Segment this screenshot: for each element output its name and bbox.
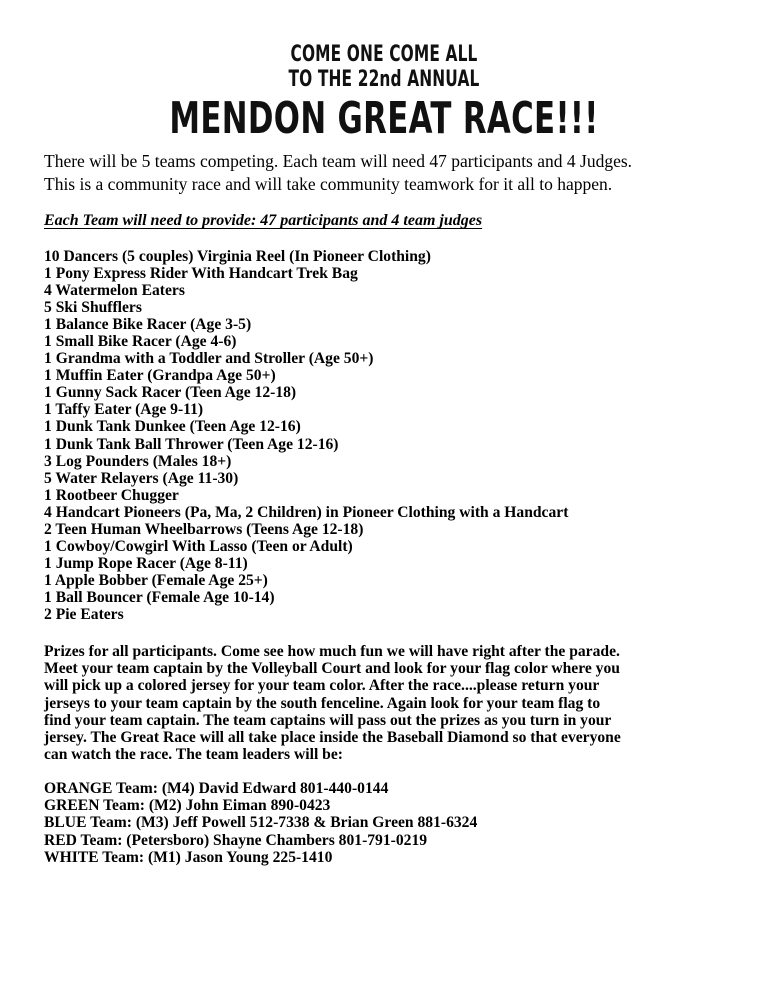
list-item: 4 Watermelon Eaters bbox=[44, 282, 185, 300]
list-item: 3 Log Pounders (Males 18+) bbox=[44, 452, 232, 470]
requirements-subheading: Each Team will need to provide: 47 participants and 4 team judges bbox=[44, 212, 483, 229]
prizes-line-5: find your team captain. The team captains will pass out the prizes as you turn in your bbox=[44, 711, 612, 729]
prizes-line-3: will pick up a colored jersey for your team color. After the race....please return your bbox=[44, 677, 600, 695]
intro-line-2: This is a community race and will take community teamwork for it all to happen. bbox=[44, 174, 613, 194]
team-leader-green: GREEN Team: (M2) John Eiman 890-0423 bbox=[44, 797, 331, 815]
list-item: 1 Pony Express Rider With Handcart Trek Bag bbox=[44, 265, 358, 283]
team-leader-red: RED Team: (Petersboro) Shayne Chambers 801-791-0219 bbox=[44, 831, 428, 849]
list-item: 1 Dunk Tank Dunkee (Teen Age 12-16) bbox=[44, 418, 301, 436]
list-item: 1 Cowboy/Cowgirl With Lasso (Teen or Adult) bbox=[44, 537, 353, 555]
list-item: 1 Grandma with a Toddler and Stroller (Age 50+) bbox=[44, 350, 374, 368]
list-item: 1 Apple Bobber (Female Age 25+) bbox=[44, 571, 268, 589]
list-item: 1 Dunk Tank Ball Thrower (Teen Age 12-16) bbox=[44, 435, 339, 453]
team-leader-white: WHITE Team: (M1) Jason Young 225-1410 bbox=[44, 848, 333, 866]
intro-line-1: There will be 5 teams competing. Each team will need 47 participants and 4 Judges. bbox=[44, 151, 633, 171]
team-leader-orange: ORANGE Team: (M4) David Edward 801-440-0144 bbox=[44, 780, 389, 797]
list-item: 1 Jump Rope Racer (Age 8-11) bbox=[44, 554, 248, 572]
intro-paragraph bbox=[44, 150, 716, 196]
title-line-annual: TO THE 22nd ANNUAL bbox=[288, 67, 480, 92]
prizes-line-4: jerseys to your team captain by the south fenceline. Again look for your team flag to bbox=[44, 694, 601, 712]
list-item: 1 Gunny Sack Racer (Teen Age 12-18) bbox=[44, 384, 297, 402]
team-leader-blue: BLUE Team: (M3) Jeff Powell 512-7338 & Brian Green 881-6324 bbox=[44, 814, 478, 832]
list-item: 1 Muffin Eater (Grandpa Age 50+) bbox=[44, 367, 276, 385]
list-item: 5 Ski Shufflers bbox=[44, 299, 142, 317]
prizes-paragraph bbox=[44, 643, 734, 763]
title-line-mendon-great-race: MENDON GREAT RACE!!! bbox=[169, 93, 599, 144]
list-item: 5 Water Relayers (Age 11-30) bbox=[44, 469, 239, 487]
prizes-line-6: jersey. The Great Race will all take place inside the Baseball Diamond so that everyone bbox=[44, 729, 621, 747]
list-item: 10 Dancers (5 couples) Virginia Reel (In Pioneer Clothing) bbox=[44, 248, 431, 265]
prizes-line-7: can watch the race. The team leaders will be: bbox=[44, 746, 343, 764]
title-line-come-one-come-all: COME ONE COME ALL bbox=[290, 42, 478, 67]
list-item: 1 Ball Bouncer (Female Age 10-14) bbox=[44, 588, 275, 606]
list-item: 1 Balance Bike Racer (Age 3-5) bbox=[44, 316, 252, 334]
list-item: 1 Small Bike Racer (Age 4-6) bbox=[44, 333, 237, 351]
list-item: 2 Teen Human Wheelbarrows (Teens Age 12-18) bbox=[44, 520, 364, 538]
page-title bbox=[0, 42, 768, 144]
list-item: 2 Pie Eaters bbox=[44, 605, 124, 623]
list-item: 1 Taffy Eater (Age 9-11) bbox=[44, 401, 204, 419]
requirements-list bbox=[44, 248, 744, 623]
list-item: 1 Rootbeer Chugger bbox=[44, 486, 179, 504]
prizes-line-1: Prizes for all participants. Come see how much fun we will have right after the parade. bbox=[44, 643, 620, 660]
list-item: 4 Handcart Pioneers (Pa, Ma, 2 Children) in Pioneer Clothing with a Handcart bbox=[44, 503, 569, 521]
team-leaders-list bbox=[44, 780, 734, 866]
prizes-line-2: Meet your team captain by the Volleyball Court and look for your flag color where you bbox=[44, 660, 620, 678]
